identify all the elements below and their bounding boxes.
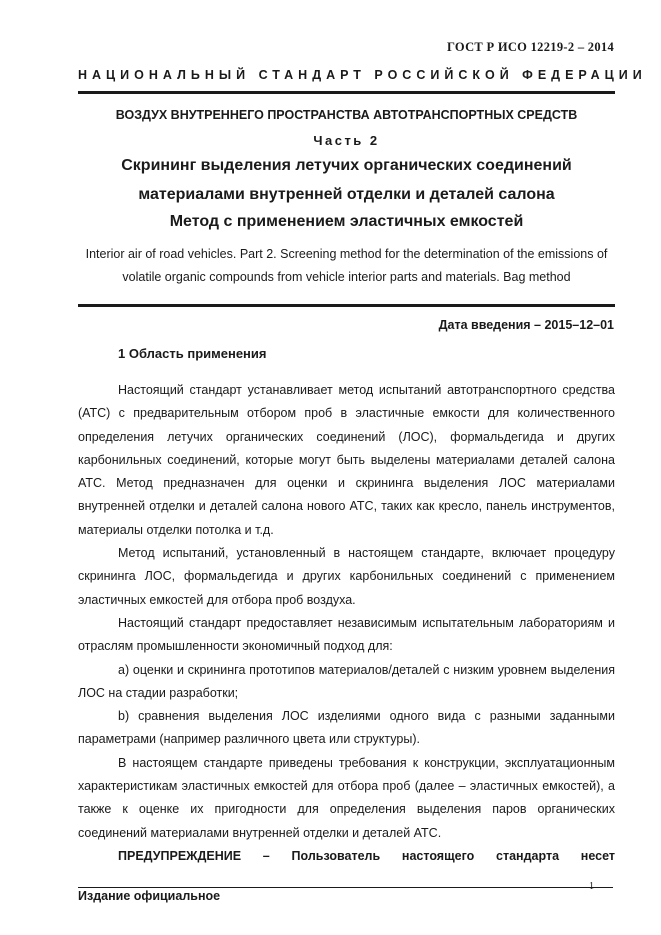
section-body (78, 379, 615, 868)
part-label: Часть 2 (313, 133, 380, 148)
footer-rule (78, 887, 613, 888)
subtitle-line-2: материалами внутренней отделки и деталей салона (138, 186, 555, 203)
paragraph: Метод испытаний, установленный в настоящем стандарте, включает процедуру скрининга ЛОС, формальдегида и других карбонильных соединений с применением эластичных емкостей для отбора проб воздуха. (78, 546, 615, 607)
paragraph: Настоящий стандарт устанавливает метод испытаний автотранспортного средства (АТС) с предварительным отбором проб в эластичные емкости для количественного определения летучих органических соединений (ЛОС), формальдегида и других карбонильных соединений, которые могут быть выделены материалами деталей салона АТС. Метод предназначен для оценки и скрининга выделения ЛОС материалами внутренней отделки и деталей салона нового АТС, таких как кресло, панель инструментов, материалы отделки потолка и т.д. (78, 383, 615, 537)
paragraph: Настоящий стандарт предоставляет независимым испытательным лабораториям и отраслям промышленности экономичный подход для: (78, 615, 615, 654)
national-standard-heading: НАЦИОНАЛЬНЫЙ СТАНДАРТ РОССИЙСКОЙ ФЕДЕРАЦИИ (78, 68, 647, 82)
english-title-line-1: Interior air of road vehicles. Part 2. Screening method for the determination of the emissions of (85, 247, 608, 261)
page-number: 1 (589, 881, 594, 892)
document-code: ГОСТ Р ИСО 12219-2 – 2014 (446, 40, 614, 54)
section-heading: 1 Область применения (118, 346, 267, 361)
paragraph: В настоящем стандарте приведены требования к конструкции, эксплуатационным характеристикам эластичных емкостей для отбора проб (далее – эластичных емкостей), а также к оценке их пригодности для определения выделения паров органических соединений материалами внутренней отделки и деталей АТС. (78, 755, 615, 840)
introduction-date: Дата введения – 2015–12–01 (438, 318, 614, 332)
subtitle-line-3: Метод с применением эластичных емкостей (169, 213, 524, 230)
subtitle-line-1: Скрининг выделения летучих органических соединений (121, 157, 572, 174)
list-item: b) сравнения выделения ЛОС изделиями одного вида с разными заданными параметрами (например различного цвета или структуры). (78, 709, 615, 747)
list-item: а) оценки и скрининга прототипов материалов/деталей с низким уровнем выделения ЛОС на стадии разработки; (78, 662, 615, 700)
warning-text: ПРЕДУПРЕЖДЕНИЕ – Пользователь настоящего стандарта несет (118, 848, 615, 863)
edition-label: Издание официальное (78, 889, 221, 903)
header-rule (78, 91, 615, 94)
document-title: ВОЗДУХ ВНУТРЕННЕГО ПРОСТРАНСТВА АВТОТРАНСПОРТНЫХ СРЕДСТВ (115, 108, 578, 122)
english-title-line-2: volatile organic compounds from vehicle interior parts and materials. Bag method (122, 270, 571, 284)
title-rule (78, 304, 615, 307)
